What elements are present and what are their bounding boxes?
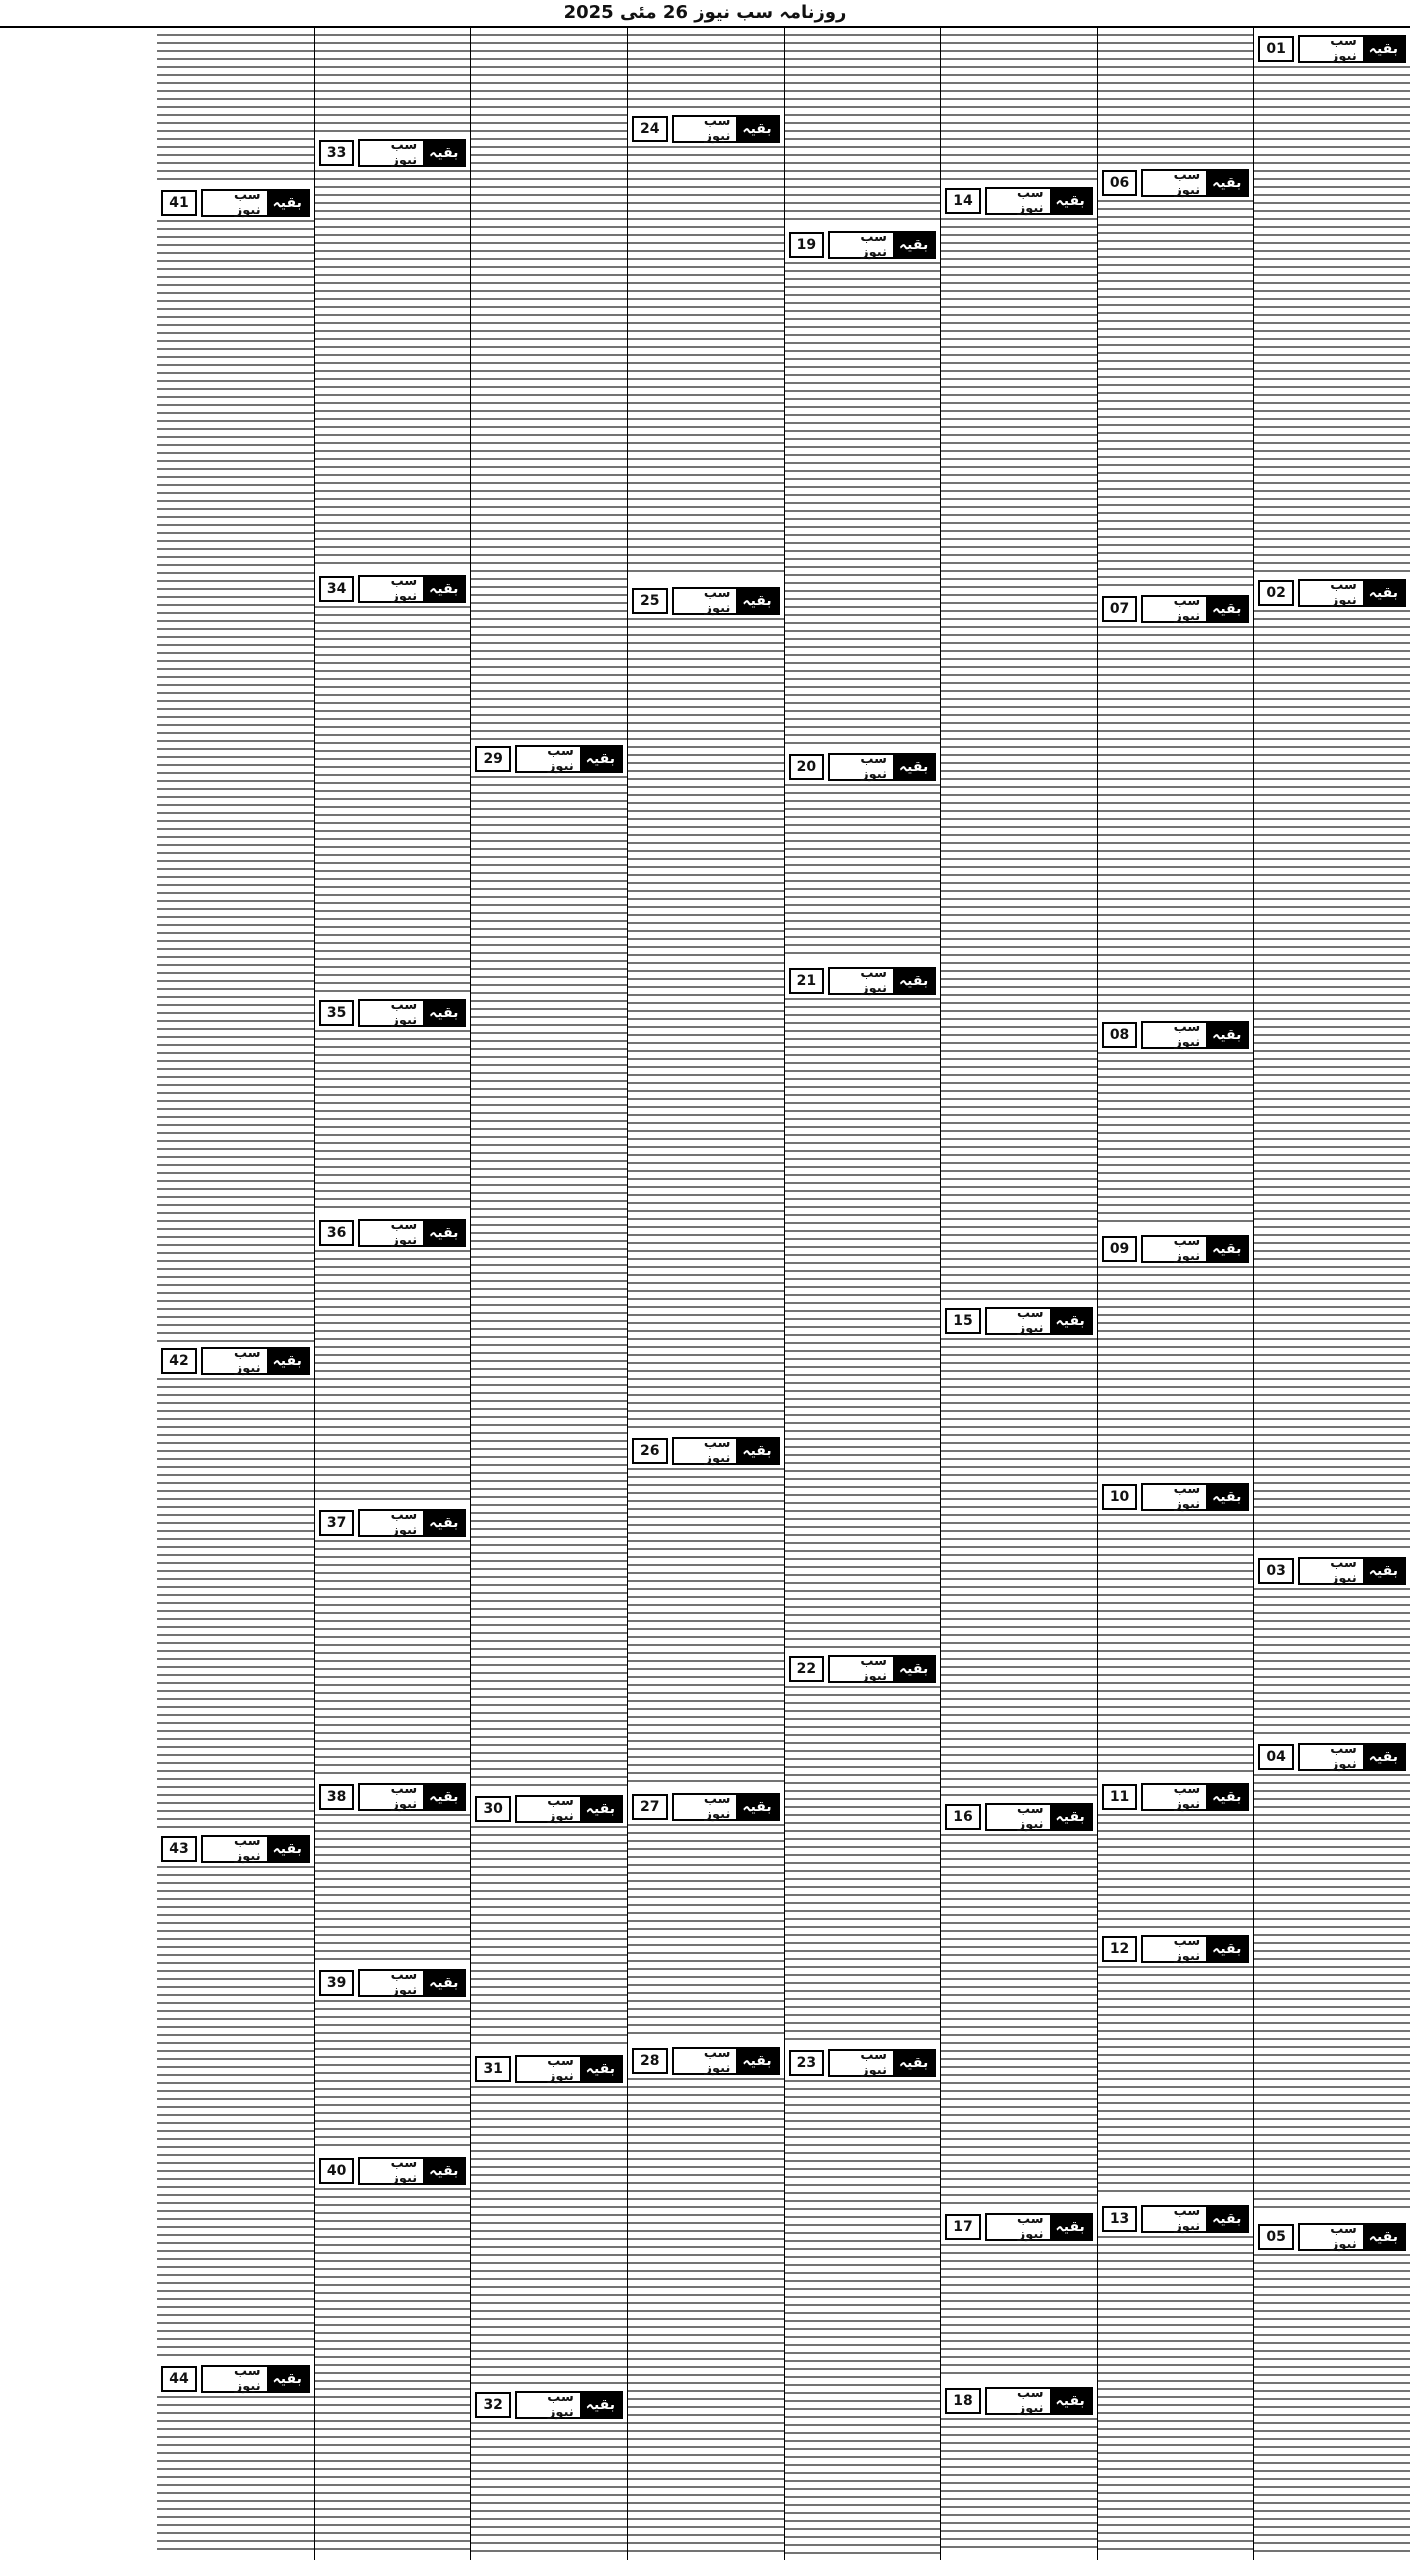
article-text: [628, 1824, 784, 2040]
baqiya-badge: بقیہ سب نیوز 14: [945, 188, 1093, 214]
baqiya-badge: بقیہ سب نیوز 33: [319, 140, 467, 166]
article-text: [941, 2418, 1097, 2554]
article-text: [628, 34, 784, 110]
article-text: [1254, 610, 1410, 1550]
baqiya-badge: بقیہ سب نیوز 19: [789, 232, 937, 258]
article-text: [471, 2086, 627, 2384]
article-text: [315, 1540, 471, 1776]
article-text: [315, 1250, 471, 1502]
baqiya-badge: بقیہ سب نیوز 30: [475, 1796, 623, 1822]
baqiya-badge: بقیہ سب نیوز 09: [1102, 1236, 1250, 1262]
column-5: [627, 28, 784, 2560]
baqiya-badge: بقیہ سب نیوز 02: [1258, 580, 1406, 606]
column-7: [314, 28, 471, 2560]
baqiya-badge: بقیہ سب نیوز 20: [789, 754, 937, 780]
baqiya-badge: بقیہ سب نیوز 17: [945, 2214, 1093, 2240]
article-text: [471, 2422, 627, 2554]
baqiya-badge: بقیہ سب نیوز 26: [632, 1438, 780, 1464]
article-text: [785, 998, 941, 1648]
article-text: [1098, 200, 1254, 590]
article-text: [315, 1814, 471, 1964]
baqiya-badge: بقیہ سب نیوز 27: [632, 1794, 780, 1820]
article-text: [785, 262, 941, 746]
article-text: [941, 2244, 1097, 2380]
baqiya-badge: بقیہ سب نیوز 44: [161, 2366, 310, 2392]
article-text: [1098, 1814, 1254, 1930]
baqiya-badge: بقیہ سب نیوز 32: [475, 2392, 623, 2418]
baqiya-badge: بقیہ سب نیوز 03: [1258, 1558, 1406, 1584]
article-text: [1098, 1266, 1254, 1476]
baqiya-badge: بقیہ سب نیوز 34: [319, 576, 467, 602]
baqiya-badge: بقیہ سب نیوز 36: [319, 1220, 467, 1246]
article-text: [785, 784, 941, 960]
baqiya-badge: بقیہ سب نیوز 35: [319, 1000, 467, 1026]
article-text: [785, 2080, 941, 2554]
article-text: [941, 1338, 1097, 1798]
baqiya-badge: بقیہ سب نیوز 01: [1258, 36, 1406, 62]
article-text: [1254, 1774, 1410, 2214]
article-text: [315, 170, 471, 570]
article-text: [1098, 1052, 1254, 1228]
baqiya-badge: بقیہ سب نیوز 21: [789, 968, 937, 994]
article-text: [315, 2000, 471, 2150]
article-text: [157, 1866, 314, 2358]
article-text: [471, 34, 627, 740]
article-text: [157, 220, 314, 1342]
article-text: [1254, 66, 1410, 576]
article-text: [315, 606, 471, 992]
baqiya-badge: بقیہ سب نیوز 16: [945, 1804, 1093, 1830]
article-text: [1254, 1588, 1410, 1738]
baqiya-badge: بقیہ سب نیوز 15: [945, 1308, 1093, 1334]
article-text: [157, 1378, 314, 1828]
column-4: [784, 28, 941, 2560]
article-text: [471, 776, 627, 1788]
baqiya-badge: بقیہ سب نیوز 07: [1102, 596, 1250, 622]
baqiya-badge: بقیہ سب نیوز 13: [1102, 2206, 1250, 2232]
baqiya-badge: بقیہ سب نیوز 38: [319, 1784, 467, 1810]
article-text: [628, 1468, 784, 1786]
article-text: [628, 2078, 784, 2554]
columns-container: [0, 28, 1410, 2560]
baqiya-badge: بقیہ سب نیوز 18: [945, 2388, 1093, 2414]
baqiya-badge: بقیہ سب نیوز 25: [632, 588, 780, 614]
baqiya-badge: بقیہ سب نیوز 05: [1258, 2224, 1406, 2250]
baqiya-badge: بقیہ سب نیوز 31: [475, 2056, 623, 2082]
baqiya-badge: بقیہ سب نیوز 40: [319, 2158, 467, 2184]
article-text: [1098, 2236, 1254, 2554]
article-text: [315, 34, 471, 134]
article-text: [315, 1030, 471, 1214]
article-text: [1098, 626, 1254, 1016]
masthead: روزنامہ سب نیوز 26 مئی 2025: [0, 0, 1410, 28]
baqiya-badge: بقیہ سب نیوز 23: [789, 2050, 937, 2076]
baqiya-badge: بقیہ سب نیوز 10: [1102, 1484, 1250, 1510]
baqiya-badge: بقیہ سب نیوز 42: [161, 1348, 310, 1374]
article-text: [1098, 34, 1254, 164]
baqiya-badge: بقیہ سب نیوز 41: [161, 190, 310, 216]
column-2: [1097, 28, 1254, 2560]
column-6: [470, 28, 627, 2560]
baqiya-badge: بقیہ سب نیوز 29: [475, 746, 623, 772]
baqiya-badge: بقیہ سب نیوز 22: [789, 1656, 937, 1682]
baqiya-badge: بقیہ سب نیوز 43: [161, 1836, 310, 1862]
baqiya-badge: بقیہ سب نیوز 28: [632, 2048, 780, 2074]
baqiya-badge: بقیہ سب نیوز 08: [1102, 1022, 1250, 1048]
article-text: [628, 618, 784, 1432]
baqiya-badge: بقیہ سب نیوز 06: [1102, 170, 1250, 196]
baqiya-badge: بقیہ سب نیوز 24: [632, 116, 780, 142]
article-text: [1254, 2254, 1410, 2554]
article-text: [941, 218, 1097, 1302]
baqiya-badge: بقیہ سب نیوز 37: [319, 1510, 467, 1536]
article-text: [628, 146, 784, 578]
baqiya-badge: بقیہ سب نیوز 04: [1258, 1744, 1406, 1770]
article-text: [1098, 1514, 1254, 1776]
column-3: [940, 28, 1097, 2560]
article-text: [471, 1826, 627, 2048]
article-text: [785, 1686, 941, 2044]
baqiya-badge: بقیہ سب نیوز 11: [1102, 1784, 1250, 1810]
article-text: [157, 34, 314, 184]
baqiya-badge: بقیہ سب نیوز 12: [1102, 1936, 1250, 1962]
article-text: [1098, 1966, 1254, 2198]
column-8: [157, 28, 314, 2560]
article-text: [315, 2188, 471, 2554]
baqiya-badge: بقیہ سب نیوز 39: [319, 1970, 467, 1996]
article-text: [941, 1834, 1097, 2204]
article-text: [941, 34, 1097, 184]
article-text: [157, 2396, 314, 2554]
article-text: [785, 34, 941, 226]
column-1: [1253, 28, 1410, 2560]
